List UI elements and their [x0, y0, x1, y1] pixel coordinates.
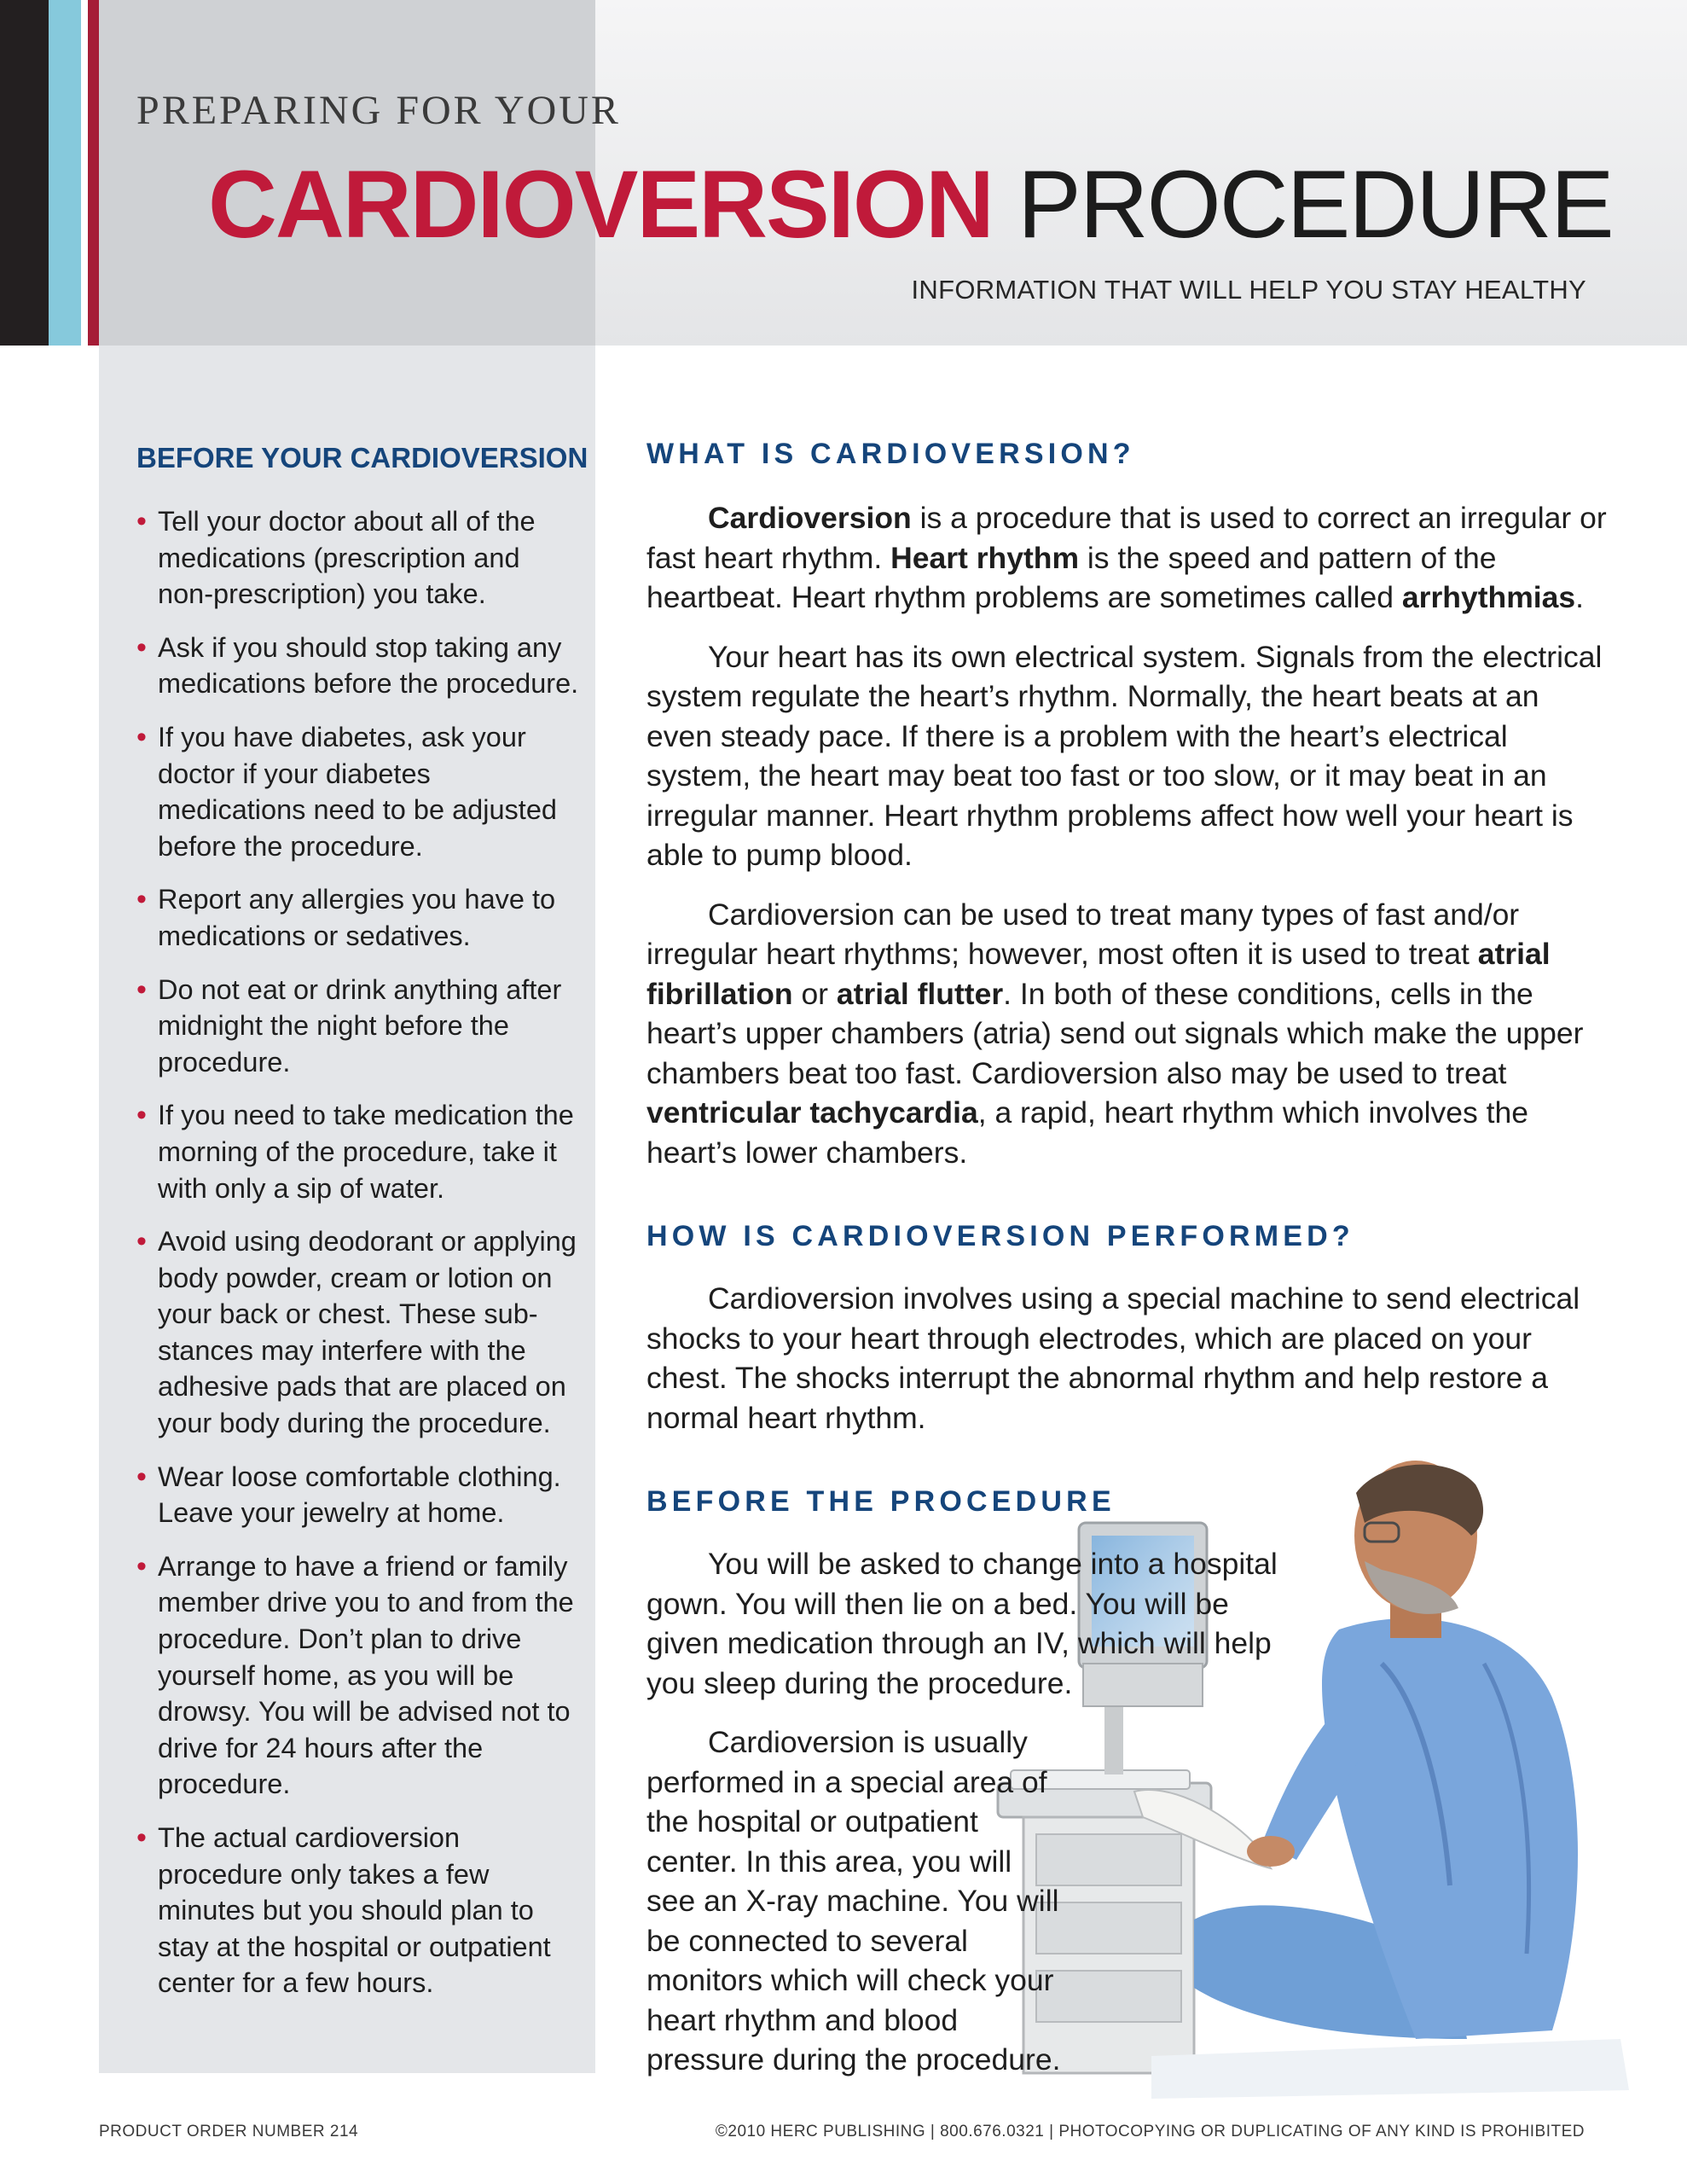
footer-copyright: ©2010 HERC PUBLISHING | 800.676.0321 | PHOTOCOPYING OR DUPLICATING OF ANY KIND IS PROHIBITED	[715, 2123, 1585, 2140]
text-span: is a procedure that is used to correct an irregular or fast heart rhythm.	[646, 501, 1607, 575]
paragraph-how-1: Cardioversion involves using a special machine to send electrical shocks to your heart through electrodes, which are placed on your chest. The shocks interrupt the abnormal rhythm and help restore a normal heart rhythm.	[646, 1281, 1580, 1435]
paragraph-what-1	[646, 498, 1610, 618]
list-item: • The actual cardioversion procedure only takes a few minutes but you should plan to stay at the hospital or outpatient center for a few hours.	[136, 1820, 580, 2001]
section-heading-how: HOW IS CARDIOVERSION PERFORMED?	[646, 1220, 1354, 1252]
list-item: • Avoid using deodorant or applying body powder, cream or lotion on your back or chest. These sub-stances may interfere with the adhesive pads that are placed on your body during the procedure.	[136, 1223, 580, 1442]
page-subtitle: INFORMATION THAT WILL HELP YOU STAY HEALTHY	[911, 275, 1586, 305]
list-item: • If you have diabetes, ask your doctor if your diabetes medications need to be adjusted before the procedure.	[136, 719, 580, 864]
term-atrial-fibrillation: atrial fibrillation	[646, 937, 1551, 1011]
list-item: • Arrange to have a friend or family member drive you to and from the procedure. Don’t plan to drive yourself home, as you will be drowsy. You will be advised not to drive for 24 hours after the procedure.	[136, 1548, 580, 1803]
stripe-red	[88, 0, 99, 346]
pre-title: PREPARING FOR YOUR	[136, 88, 621, 133]
text-span: or	[792, 976, 837, 1011]
list-item: • Ask if you should stop taking any medications before the procedure.	[136, 630, 580, 702]
sidebar-checklist	[136, 503, 580, 2018]
text-span: , a rapid, heart rhythm which involves the heart’s lower chambers.	[646, 1095, 1528, 1170]
list-item: • If you need to take medication the morning of the procedure, take it with only a sip of water.	[136, 1097, 580, 1206]
page-title	[208, 151, 1613, 258]
paragraph-before-1: You will be asked to change into a hospital gown. You will then lie on a bed. You will be given medication through an IV, which will help you sleep during the procedure.	[646, 1547, 1278, 1700]
section-heading-before: BEFORE THE PROCEDURE	[646, 1485, 1116, 1518]
main-content	[646, 438, 1610, 2080]
term-ventricular-tachycardia: ventricular tachycardia	[646, 1095, 978, 1130]
paragraph-what-3	[646, 895, 1610, 1173]
term-cardioversion: Cardioversion	[708, 501, 912, 535]
footer-order-number: PRODUCT ORDER NUMBER 214	[99, 2123, 359, 2140]
text-span: Cardioversion can be used to treat many types of fast and/or irregular heart rhythms; however, most often it is used to treat	[646, 897, 1520, 971]
term-heart-rhythm: Heart rhythm	[890, 540, 1080, 575]
title-highlight: CARDIOVERSION	[208, 151, 993, 258]
stripe-black	[0, 0, 49, 346]
stripe-blue	[49, 0, 81, 346]
sidebar-heading: BEFORE YOUR CARDIOVERSION	[136, 442, 588, 473]
term-arrhythmias: arrhythmias	[1401, 580, 1576, 614]
text-span: is the speed and pattern of the heartbeat. Heart rhythm problems are sometimes called	[646, 540, 1497, 614]
section-heading-what: WHAT IS CARDIOVERSION?	[646, 438, 1135, 470]
term-atrial-flutter: atrial flutter	[836, 976, 1004, 1011]
list-item: • Wear loose comfortable clothing. Leave your jewelry at home.	[136, 1459, 580, 1531]
list-item: • Report any allergies you have to medications or sedatives.	[136, 881, 580, 954]
list-item: • Tell your doctor about all of the medications (prescription and non-prescription) you take.	[136, 503, 580, 613]
paragraph-before-2: Cardioversion is usually performed in a special area of the hospital or outpatient center. In this area, you will see an X-ray machine. You will be connected to several monitors which will check your heart rhythm and blood pressure during the procedure.	[646, 1725, 1061, 2077]
text-span: .	[1575, 580, 1585, 614]
paragraph-what-2: Your heart has its own electrical system. Signals from the electrical system regulate the heart’s rhythm. Normally, the heart beats at an even steady pace. If there is a problem with the heart’s electrical system, the heart may beat too fast or too slow, or it may beat in an irregular manner. Heart rhythm problems affect how well your heart is able to pump blood.	[646, 639, 1603, 872]
list-item: • Do not eat or drink anything after midnight the night before the procedure.	[136, 972, 580, 1081]
title-rest: PROCEDURE	[1017, 151, 1613, 258]
text-span: . In both of these conditions, cells in the heart’s upper chambers (atria) send out signals which make the upper chambers beat too fast. Cardioversion also may be used to treat	[646, 976, 1584, 1090]
stripe-white	[81, 0, 88, 346]
